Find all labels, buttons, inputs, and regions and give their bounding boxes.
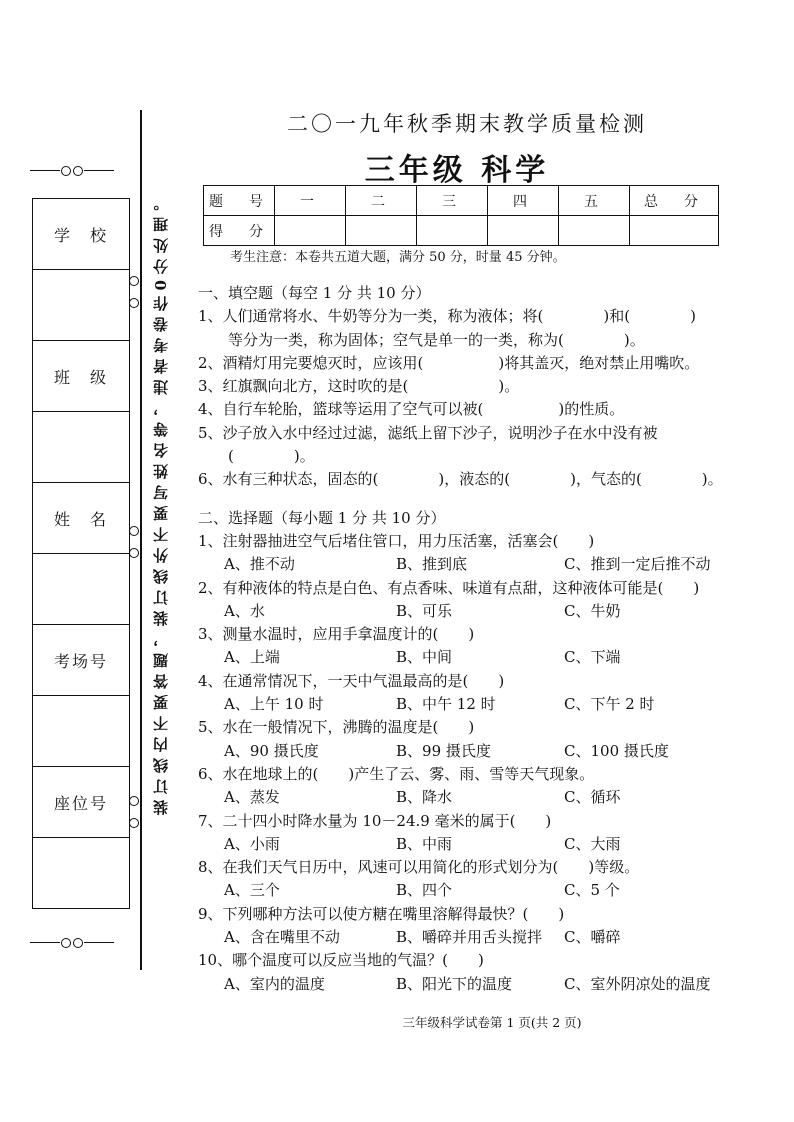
name-label: 姓 名: [33, 483, 129, 554]
score-label-cell: 得 分: [204, 216, 275, 246]
mc-option-b[interactable]: B、四个: [396, 881, 453, 900]
student-info-box: [32, 198, 130, 909]
mc-option-a[interactable]: A、推不动: [224, 555, 295, 574]
mc-option-c[interactable]: C、室外阴凉处的温度: [564, 974, 711, 993]
mc-option-c[interactable]: C、下端: [564, 648, 621, 667]
mc-option-a[interactable]: A、90 摄氏度: [224, 741, 319, 760]
name-blank: [33, 554, 129, 625]
fill-line: 等分为一类，称为固体；空气是单一的一类，称为( )。: [198, 330, 645, 349]
score-input-cell[interactable]: [630, 216, 719, 246]
score-input-cell[interactable]: [488, 216, 559, 246]
mc-option-a[interactable]: A、上午 10 时: [224, 695, 324, 714]
exam-room-blank: [33, 696, 129, 767]
mc-question: 9、下列哪种方法可以使方糖在嘴里溶解得最快？( ): [198, 904, 565, 923]
mc-option-c[interactable]: C、推到一定后推不动: [564, 555, 711, 574]
score-table: [203, 185, 719, 246]
mc-question: 8、在我们天气日历中，风速可以用简化的形式划分为( )等级。: [198, 858, 640, 877]
mc-question: 2、有种液体的特点是白色、有点香味、味道有点甜，这种液体可能是( ): [198, 578, 700, 597]
mc-question: 5、水在一般情况下，沸腾的温度是( ): [198, 718, 475, 737]
binding-dots-top: [128, 270, 140, 314]
fill-line: 3、红旗飘向北方，这时吹的是( )。: [198, 377, 520, 396]
school-blank: [33, 270, 129, 341]
seat-number-label: 座位号: [33, 767, 129, 838]
mc-option-a[interactable]: A、小雨: [224, 834, 280, 853]
mc-option-b[interactable]: B、99 摄氏度: [396, 741, 491, 760]
section2-heading: 二、选择题（每小题 1 分 共 10 分）: [198, 508, 446, 527]
bottom-ornament: [30, 935, 114, 950]
score-table-header-row: [204, 186, 719, 216]
mc-options: [198, 879, 738, 902]
mc-options: [198, 833, 738, 856]
mc-option-c[interactable]: C、5 个: [564, 881, 620, 900]
mc-option-c[interactable]: C、循环: [564, 788, 621, 807]
binding-warning-text: 装订线内不要答题，装订线外不要写姓名等，违者考卷作0分处理。: [152, 190, 170, 816]
class-blank: [33, 412, 129, 483]
mc-question: 6、水在地球上的( )产生了云、雾、雨、雪等天气现象。: [198, 764, 595, 783]
mc-option-b[interactable]: B、可乐: [396, 601, 453, 620]
fill-line: 6、水有三种状态，固态的( )，液态的( )，气态的( )。: [198, 470, 723, 489]
mc-option-b[interactable]: B、嚼碎并用舌头搅拌: [396, 928, 543, 947]
score-header-cell: 总 分: [630, 186, 719, 216]
score-input-cell[interactable]: [417, 216, 488, 246]
score-input-cell[interactable]: [346, 216, 417, 246]
mc-options: [198, 553, 738, 576]
score-header-cell: 五: [559, 186, 630, 216]
score-input-cell[interactable]: [559, 216, 630, 246]
binding-dots-bottom: [128, 790, 140, 834]
school-label: 学 校: [33, 199, 129, 270]
mc-options: [198, 693, 738, 716]
mc-option-b[interactable]: B、推到底: [396, 555, 468, 574]
score-header-cell: 四: [488, 186, 559, 216]
seat-number-blank: [33, 838, 129, 909]
mc-option-c[interactable]: C、牛奶: [564, 601, 621, 620]
fill-line: 2、酒精灯用完要熄灭时，应该用( )将其盖灭，绝对禁止用嘴吹。: [198, 353, 700, 372]
score-header-cell: 一: [275, 186, 346, 216]
page-footer: 三年级科学试卷第 1 页(共 2 页): [402, 1015, 582, 1030]
mc-option-c[interactable]: C、嚼碎: [564, 928, 621, 947]
mc-options: [198, 740, 738, 763]
class-label: 班 级: [33, 341, 129, 412]
mc-question: 3、测量水温时，应用手拿温度计的( ): [198, 625, 475, 644]
section1-heading: 一、填空题（每空 1 分 共 10 分）: [198, 284, 431, 302]
mc-option-a[interactable]: A、含在嘴里不动: [224, 928, 340, 947]
mc-options: [198, 600, 738, 623]
exam-title: 二〇一九年秋季期末教学质量检测: [287, 112, 647, 136]
mc-options: [198, 926, 738, 949]
mc-question: 7、二十四小时降水量为 10－24.9 毫米的属于( ): [198, 811, 552, 830]
mc-question: 4、在通常情况下，一天中气温最高的是( ): [198, 671, 505, 690]
mc-options: [198, 973, 738, 996]
mc-option-a[interactable]: A、蒸发: [224, 788, 280, 807]
binding-line: [140, 110, 142, 970]
exam-subject: 三年级 科学: [364, 153, 550, 188]
score-input-cell[interactable]: [275, 216, 346, 246]
mc-option-a[interactable]: A、室内的温度: [224, 974, 325, 993]
fill-line: ( )。: [198, 447, 315, 466]
mc-option-b[interactable]: B、中雨: [396, 834, 453, 853]
exam-room-label: 考场号: [33, 625, 129, 696]
mc-option-b[interactable]: B、阳光下的温度: [396, 974, 513, 993]
mc-option-b[interactable]: B、中午 12 时: [396, 695, 496, 714]
mc-option-b[interactable]: B、中间: [396, 648, 453, 667]
score-header-cell: 三: [417, 186, 488, 216]
binding-dots-middle: [128, 520, 140, 564]
mc-option-a[interactable]: A、上端: [224, 648, 280, 667]
exam-content: [198, 272, 738, 996]
score-header-cell: 题 号: [204, 186, 275, 216]
mc-options: [198, 646, 738, 669]
mc-option-c[interactable]: C、大雨: [564, 834, 621, 853]
score-header-cell: 二: [346, 186, 417, 216]
fill-line: 4、自行车轮胎，篮球等运用了空气可以被( )的性质。: [198, 400, 625, 419]
fill-line: 5、沙子放入水中经过过滤，滤纸上留下沙子，说明沙子在水中没有被: [198, 423, 658, 442]
fill-line: 1、人们通常将水、牛奶等分为一类，称为液体；将( )和( ): [198, 307, 696, 326]
mc-option-a[interactable]: A、三个: [224, 881, 280, 900]
mc-option-a[interactable]: A、水: [224, 601, 265, 620]
mc-options: [198, 786, 738, 809]
mc-question: 10、哪个温度可以反应当地的气温？( ): [198, 951, 484, 970]
mc-option-b[interactable]: B、降水: [396, 788, 453, 807]
mc-option-c[interactable]: C、下午 2 时: [564, 695, 655, 714]
exam-notice: 考生注意：本卷共五道大题，满分 50 分，时量 45 分钟。: [230, 250, 566, 265]
score-table-score-row: [204, 216, 719, 246]
mc-option-c[interactable]: C、100 摄氏度: [564, 741, 669, 760]
mc-question: 1、注射器抽进空气后堵住管口，用力压活塞，活塞会( ): [198, 531, 595, 550]
